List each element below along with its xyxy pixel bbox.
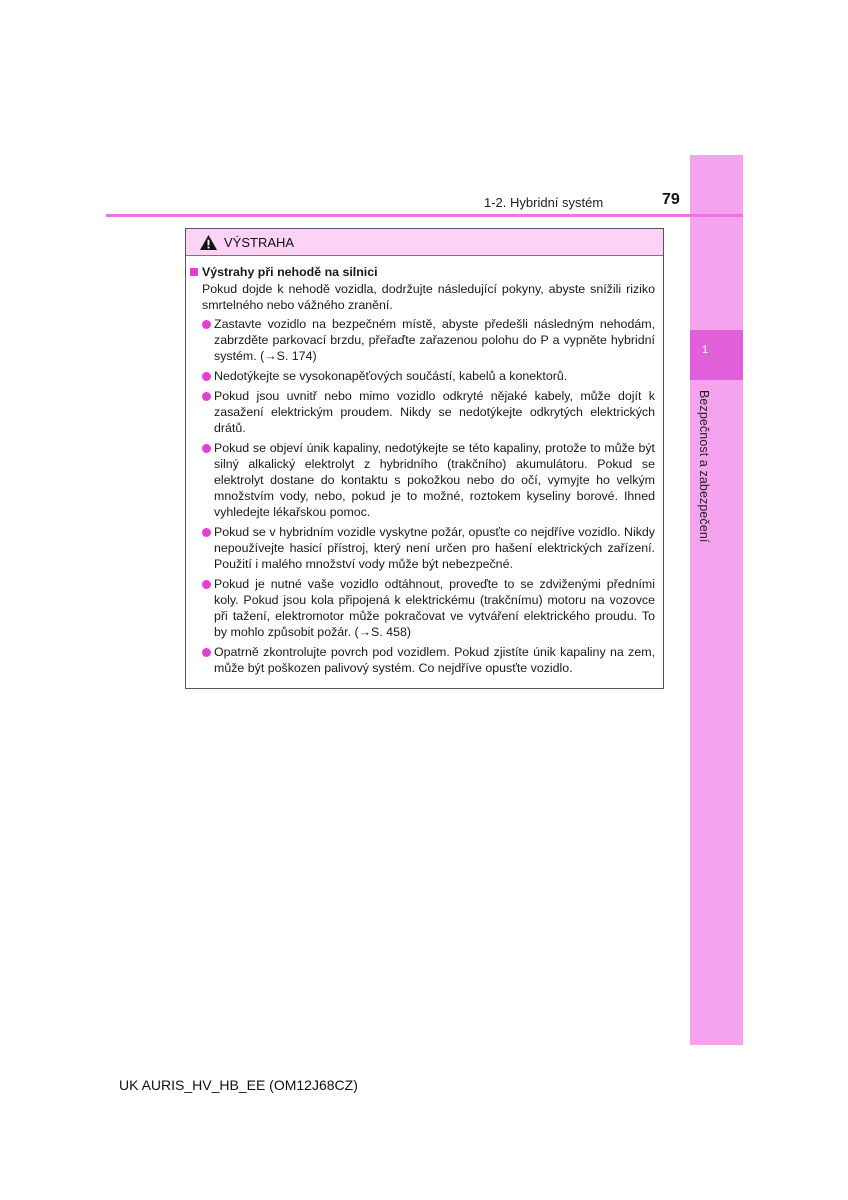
bullet-dot-icon bbox=[202, 320, 211, 329]
chapter-side-tab bbox=[690, 155, 743, 1045]
warning-heading bbox=[190, 264, 655, 280]
bullet-dot-icon bbox=[202, 444, 211, 453]
chapter-title: Bezpečnost a zabezpečení bbox=[697, 390, 711, 543]
bullet-dot-icon bbox=[202, 580, 211, 589]
page-number: 79 bbox=[662, 191, 680, 208]
square-bullet-icon bbox=[190, 268, 198, 276]
warning-content bbox=[186, 256, 663, 676]
warning-box bbox=[185, 228, 664, 689]
section-title: 1-2. Hybridní systém bbox=[484, 195, 604, 210]
bullet-dot-icon bbox=[202, 528, 211, 537]
list-item-text: Zastavte vozidlo na bezpečném místě, abyste předešli následným nehodám, zabrzděte parkovací brzdu, přeřaďte zařazenou polohu do P a vypněte hybridní systém. (→S. 174) bbox=[214, 317, 655, 363]
list-item-text: Pokud jsou uvnitř nebo mimo vozidlo odkryté nějaké kabely, může dojít k zasažení elektrickým proudem. Nikdy se nedotýkejte odkrytých elektrických drátů. bbox=[214, 389, 655, 435]
list-item bbox=[190, 388, 655, 436]
warning-header bbox=[186, 229, 663, 256]
bullet-dot-icon bbox=[202, 372, 211, 381]
header-rule bbox=[106, 214, 743, 217]
bullet-dot-icon bbox=[202, 648, 211, 657]
chapter-number: 1 bbox=[701, 344, 709, 356]
list-item bbox=[190, 440, 655, 520]
list-item bbox=[190, 576, 655, 640]
bullet-dot-icon bbox=[202, 392, 211, 401]
warning-triangle-icon bbox=[199, 234, 218, 251]
list-item-text: Pokud se objeví únik kapaliny, nedotýkejte se této kapaliny, protože to může být silný alkalický elektrolyt z hybridního (trakčního) akumulátoru. Pokud se elektrolyt dostane do kontaktu s pokožkou nebo do očí, vymyjte ho velkým množstvím vody, nebo, pokud je to možné, roztokem kyseliny borové. Ihned vyhledejte lékařskou pomoc. bbox=[214, 441, 655, 519]
list-item bbox=[190, 316, 655, 364]
list-item bbox=[190, 368, 655, 384]
warning-intro: Pokud dojde k nehodě vozidla, dodržujte následující pokyny, abyste snížili riziko smrtelného nebo vážného zranění. bbox=[202, 282, 655, 312]
warning-bullet-list bbox=[190, 316, 655, 676]
document-code: UK AURIS_HV_HB_EE (OM12J68CZ) bbox=[119, 1077, 358, 1093]
list-item-text: Pokud se v hybridním vozidle vyskytne požár, opusťte co nejdříve vozidlo. Nikdy nepoužívejte hasicí přístroj, který není určen pro hašení elektrických zařízení. Použití i malého množství vody může být nebezpečné. bbox=[214, 525, 655, 571]
list-item-text: Opatrně zkontrolujte povrch pod vozidlem. Pokud zjistíte únik kapaliny na zem, může být poškozen palivový systém. Co nejdříve opusťte vozidlo. bbox=[214, 645, 655, 675]
list-item bbox=[190, 644, 655, 676]
chapter-number-box bbox=[690, 330, 743, 380]
warning-title: VÝSTRAHA bbox=[224, 234, 295, 250]
list-item-text: Nedotýkejte se vysokonapěťových součástí, kabelů a konektorů. bbox=[214, 369, 568, 383]
warning-heading-text: Výstrahy při nehodě na silnici bbox=[202, 265, 378, 279]
list-item-text: Pokud je nutné vaše vozidlo odtáhnout, proveďte to se zdviženými předními koly. Pokud jsou kola připojená k elektrickému (trakčnímu) motoru na vozovce při tažení, elektromotor může pokračovat ve vytváření elektrického proudu. To by mohlo způsobit požár. (→S. 458) bbox=[214, 577, 655, 639]
list-item bbox=[190, 524, 655, 572]
